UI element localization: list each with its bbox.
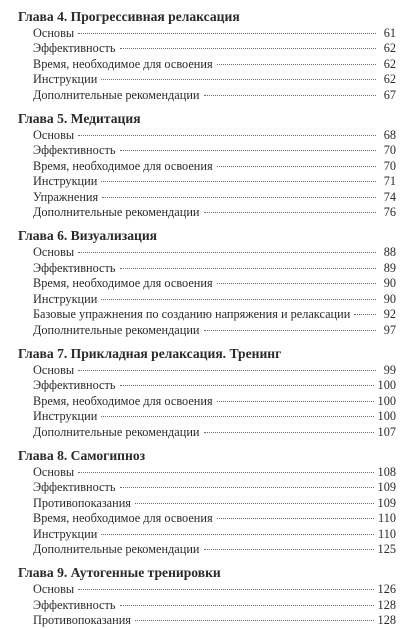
chapter-title: Глава 8. Самогипноз bbox=[18, 447, 146, 463]
entry-label: Эффективность bbox=[33, 378, 116, 393]
page-number: 109 bbox=[377, 480, 396, 495]
chapter-7 bbox=[18, 345, 396, 440]
chapter-8 bbox=[18, 447, 396, 557]
toc-entry bbox=[18, 582, 396, 597]
dot-leader bbox=[78, 135, 376, 136]
entry-label: Время, необходимое для освоения bbox=[33, 56, 213, 71]
dot-leader bbox=[78, 370, 376, 371]
toc-entry bbox=[18, 143, 396, 158]
toc-entry bbox=[18, 276, 396, 291]
entry-label: Инструкции bbox=[33, 72, 98, 87]
chapter-9 bbox=[18, 564, 396, 628]
page-number: 100 bbox=[377, 393, 396, 408]
entry-label: Эффективность bbox=[33, 597, 116, 612]
dot-leader bbox=[120, 487, 374, 488]
chapter-title: Глава 4. Прогрессивная релаксация bbox=[18, 9, 240, 24]
toc-entry bbox=[18, 72, 396, 87]
page-number: 67 bbox=[383, 87, 396, 102]
toc-entry bbox=[18, 159, 396, 174]
entry-label: Инструкции bbox=[33, 409, 98, 424]
toc-entry bbox=[18, 261, 396, 276]
entry-label: Противопоказания bbox=[33, 613, 131, 628]
dot-leader bbox=[204, 212, 377, 213]
entry-label: Дополнительные рекомендации bbox=[33, 322, 200, 337]
dot-leader bbox=[102, 197, 376, 198]
entry-label: Эффективность bbox=[33, 260, 116, 275]
toc-entry bbox=[18, 613, 396, 628]
dot-leader bbox=[101, 79, 376, 80]
toc-entry bbox=[18, 292, 396, 307]
page-number: 62 bbox=[383, 56, 396, 71]
chapter-5 bbox=[18, 110, 396, 220]
entry-label: Дополнительные рекомендации bbox=[33, 541, 200, 556]
page-number: 126 bbox=[377, 582, 396, 597]
dot-leader bbox=[101, 534, 374, 535]
dot-leader bbox=[120, 48, 377, 49]
entry-label: Инструкции bbox=[33, 174, 98, 189]
toc-entry bbox=[18, 26, 396, 41]
page-number: 100 bbox=[377, 409, 396, 424]
page-number: 92 bbox=[383, 307, 396, 322]
entry-label: Дополнительные рекомендации bbox=[33, 87, 200, 102]
page-number: 62 bbox=[383, 41, 396, 56]
chapter-title: Глава 9. Аутогенные тренировки bbox=[18, 565, 221, 581]
dot-leader bbox=[120, 150, 377, 151]
dot-leader bbox=[204, 95, 377, 96]
entry-label: Эффективность bbox=[33, 480, 116, 495]
entry-label: Время, необходимое для освоения bbox=[33, 511, 213, 526]
page-number: 107 bbox=[377, 424, 396, 439]
toc-entry bbox=[18, 527, 396, 542]
dot-leader bbox=[204, 330, 377, 331]
toc-entry bbox=[18, 425, 396, 440]
dot-leader bbox=[101, 181, 376, 182]
page-number: 70 bbox=[383, 143, 396, 158]
toc-entry bbox=[18, 88, 396, 103]
toc-entry bbox=[18, 205, 396, 220]
entry-label: Противопоказания bbox=[33, 495, 131, 510]
dot-leader bbox=[78, 589, 373, 590]
dot-leader bbox=[217, 64, 376, 65]
entry-label: Инструкции bbox=[33, 526, 98, 541]
entry-label: Инструкции bbox=[33, 291, 98, 306]
page-number: 97 bbox=[383, 322, 396, 337]
toc-entry bbox=[18, 378, 396, 393]
entry-label: Основы bbox=[33, 26, 75, 40]
page-number: 99 bbox=[383, 362, 396, 377]
page-number: 108 bbox=[377, 464, 396, 479]
page-number: 128 bbox=[377, 613, 396, 628]
dot-leader bbox=[101, 299, 376, 300]
toc-entry bbox=[18, 307, 396, 322]
dot-leader bbox=[120, 605, 374, 606]
page-number: 100 bbox=[377, 378, 396, 393]
page-number: 61 bbox=[383, 26, 396, 40]
page-number: 90 bbox=[383, 291, 396, 306]
chapter-6 bbox=[18, 227, 396, 337]
dot-leader bbox=[204, 432, 374, 433]
page-number: 62 bbox=[383, 72, 396, 87]
dot-leader bbox=[78, 252, 376, 253]
dot-leader bbox=[217, 518, 374, 519]
chapter-title: Глава 7. Прикладная релаксация. Тренинг bbox=[18, 345, 282, 361]
entry-label: Время, необходимое для освоения bbox=[33, 393, 213, 408]
toc-entry bbox=[18, 511, 396, 526]
entry-label: Дополнительные рекомендации bbox=[33, 205, 200, 220]
entry-label: Эффективность bbox=[33, 143, 116, 158]
toc-entry bbox=[18, 394, 396, 409]
toc-entry bbox=[18, 363, 396, 378]
page-number: 76 bbox=[383, 205, 396, 220]
entry-label: Эффективность bbox=[33, 41, 116, 56]
page-number: 109 bbox=[377, 495, 396, 510]
toc-entry bbox=[18, 57, 396, 72]
page-number: 70 bbox=[383, 158, 396, 173]
page-number: 110 bbox=[378, 526, 396, 541]
toc-entry bbox=[18, 323, 396, 338]
dot-leader bbox=[217, 283, 376, 284]
entry-label: Основы bbox=[33, 245, 75, 260]
entry-label: Основы bbox=[33, 582, 75, 597]
entry-label: Дополнительные рекомендации bbox=[33, 424, 200, 439]
entry-label: Время, необходимое для освоения bbox=[33, 276, 213, 291]
page-number: 125 bbox=[377, 541, 396, 556]
dot-leader bbox=[101, 416, 373, 417]
dot-leader bbox=[217, 401, 374, 402]
entry-label: Упражнения bbox=[33, 189, 99, 204]
dot-leader bbox=[135, 620, 374, 621]
toc-entry bbox=[18, 496, 396, 511]
page-number: 71 bbox=[383, 174, 396, 189]
page-number: 89 bbox=[383, 260, 396, 275]
dot-leader bbox=[78, 472, 373, 473]
toc-entry bbox=[18, 174, 396, 189]
dot-leader bbox=[217, 166, 376, 167]
dot-leader bbox=[120, 268, 377, 269]
entry-label: Основы bbox=[33, 362, 75, 377]
page-number: 74 bbox=[383, 189, 396, 204]
page-number: 88 bbox=[383, 245, 396, 260]
toc-entry bbox=[18, 409, 396, 424]
page-number: 128 bbox=[377, 597, 396, 612]
toc-entry bbox=[18, 128, 396, 143]
dot-leader bbox=[354, 314, 376, 315]
toc-entry bbox=[18, 245, 396, 260]
entry-label: Основы bbox=[33, 464, 75, 479]
toc-entry bbox=[18, 598, 396, 613]
toc-entry bbox=[18, 480, 396, 495]
page-number: 68 bbox=[383, 128, 396, 143]
chapter-4 bbox=[18, 8, 396, 103]
page-number: 90 bbox=[383, 276, 396, 291]
chapter-title: Глава 6. Визуализация bbox=[18, 228, 158, 244]
toc-entry bbox=[18, 190, 396, 205]
toc-entry bbox=[18, 465, 396, 480]
toc-entry bbox=[18, 41, 396, 56]
dot-leader bbox=[135, 503, 374, 504]
chapter-title: Глава 5. Медитация bbox=[18, 111, 141, 127]
entry-label: Базовые упражнения по созданию напряжения и релаксации bbox=[33, 307, 351, 322]
toc-entry bbox=[18, 542, 396, 557]
dot-leader bbox=[120, 385, 374, 386]
dot-leader bbox=[78, 33, 376, 34]
dot-leader bbox=[204, 549, 374, 550]
entry-label: Основы bbox=[33, 128, 75, 143]
entry-label: Время, необходимое для освоения bbox=[33, 158, 213, 173]
page-number: 110 bbox=[378, 511, 396, 526]
